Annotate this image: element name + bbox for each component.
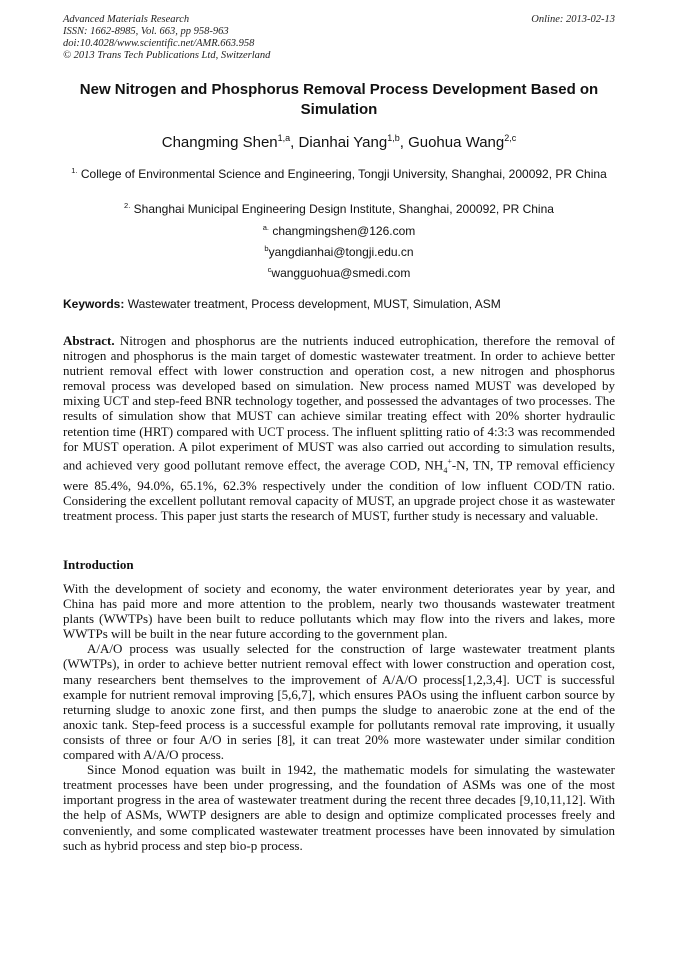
author-name: Guohua Wang <box>408 134 505 151</box>
author-affiliation-mark: 1,a <box>277 133 291 143</box>
email-mark: b <box>264 244 269 253</box>
affiliation-mark: 2. <box>124 201 131 210</box>
keywords-label: Keywords: <box>63 297 125 311</box>
affiliation-mark: 1. <box>71 166 78 175</box>
email-mark: c <box>267 265 272 274</box>
ammonium-superscript: + <box>447 456 452 466</box>
copyright-line: © 2013 Trans Tech Publications Ltd, Switzerland <box>63 50 271 61</box>
affiliation-text: Shanghai Municipal Engineering Design Institute, Shanghai, 200092, PR China <box>133 202 554 216</box>
author-list <box>50 128 628 153</box>
affiliation-text: College of Environmental Science and Engineering, Tongji University, Shanghai, 200092, PR China <box>80 167 607 181</box>
paragraph: With the development of society and economy, the water environment deteriorates year by year, and China has paid more and more attention to the problem, nearly two thousands wastewater treatment plants (WWTPs) have been built to reduce pollutants which may flow into the rivers and lakes, more WWTPs will be built in the near future according to the government plan. <box>63 581 615 642</box>
affiliation-2 <box>66 198 612 217</box>
author-separator: , <box>290 134 299 151</box>
keywords <box>63 296 615 312</box>
email-c <box>66 262 612 281</box>
author-affiliation-mark: 2,c <box>504 133 517 143</box>
ammonium-subscript: 4 <box>443 465 448 475</box>
email-address: wangguohua@smedi.com <box>271 266 411 280</box>
online-date: Online: 2013-02-13 <box>531 14 615 25</box>
abstract <box>63 333 615 523</box>
issn-line: ISSN: 1662-8985, Vol. 663, pp 958-963 <box>63 26 229 37</box>
journal-name: Advanced Materials Research <box>63 14 190 25</box>
paper-title: New Nitrogen and Phosphorus Removal Process Development Based on Simulation <box>79 81 599 118</box>
email-a <box>66 220 612 239</box>
author-affiliation-mark: 1,b <box>387 133 400 143</box>
email-address: yangdianhai@tongji.edu.cn <box>268 245 414 259</box>
doi-line: doi:10.4028/www.scientific.net/AMR.663.958 <box>63 38 255 49</box>
section-heading-introduction: Introduction <box>63 557 134 572</box>
email-b <box>66 241 612 260</box>
introduction-body <box>63 581 615 853</box>
affiliation-1 <box>66 163 612 182</box>
keywords-text: Wastewater treatment, Process development, MUST, Simulation, ASM <box>127 297 501 311</box>
paragraph: Since Monod equation was built in 1942, the mathematic models for simulating the wastewater treatment processes have been under progressing, and the foundation of ASMs was one of the most important progress in the area of wastewater treatment during the recent three decades [9,10,11,12]. With the help of ASMs, WWTP designers are able to design and optimize complicated processes freely and conveniently, and some complicated wastewater treatment processes have been innovated by simulation such as hybrid process and step bio-p process. <box>63 762 615 853</box>
abstract-label: Abstract. <box>63 333 115 348</box>
author-name: Dianhai Yang <box>298 134 388 151</box>
author-separator: , <box>399 134 409 151</box>
author-name: Changming Shen <box>161 134 278 151</box>
journal-header <box>63 14 615 62</box>
abstract-text: Nitrogen and phosphorus are the nutrients induced eutrophication, therefore the removal of nitrogen and phosphorus is the main target of domestic wastewater treatment. In order to achieve better nutrient removal effect with lower construction and operation cost, a new nitrogen and phosphorus removal process was developed based on simulation. New process named MUST was developed by mixing UCT and step-feed BNR technology together, and possessed the advantages of two processes. The results of simulation show that MUST can achieve similar treating effect with 20% shorter hydraulic retention time (HRT) compared with UCT process. The influent splitting ratio of 4:3:3 was recommended for MUST operation. A pilot experiment of MUST was also carried out according to simulation results, and achieved very good pollutant remove effect, the average COD, NH <box>63 333 616 473</box>
abstract-text-continued: -N, TN, TP removal efficiency were 85.4%, 94.0%, 65.1%, 62.3% respectively under the condition of low influent COD/TN ratio. Considering the excellent pollutant removal capacity of MUST, an upgrade project chose it as wastewater treatment process. This paper just starts the research of MUST, further study is necessary and valuable. <box>63 457 615 523</box>
email-mark: a. <box>262 223 269 232</box>
email-address: changmingshen@126.com <box>272 224 416 238</box>
paragraph: A/A/O process was usually selected for the construction of large wastewater treatment plants (WWTPs), in order to achieve better nutrient removal effect with lower construction and operation cost, many researchers bent themselves to the improvement of A/A/O process[1,2,3,4]. UCT is successful example for nutrient removal improving [5,6,7], which ensures PAOs using the influent carbon source by returning sludge to anoxic zone first, and then pumps the sludge to anaerobic zone at the end of the anoxic tank. Step-feed process is a successful example for pollutants removal rate improving, it usually consists of three or four A/O in series [8], it can treat 20% more wastewater under similar condition compared with A/A/O process. <box>63 641 615 763</box>
